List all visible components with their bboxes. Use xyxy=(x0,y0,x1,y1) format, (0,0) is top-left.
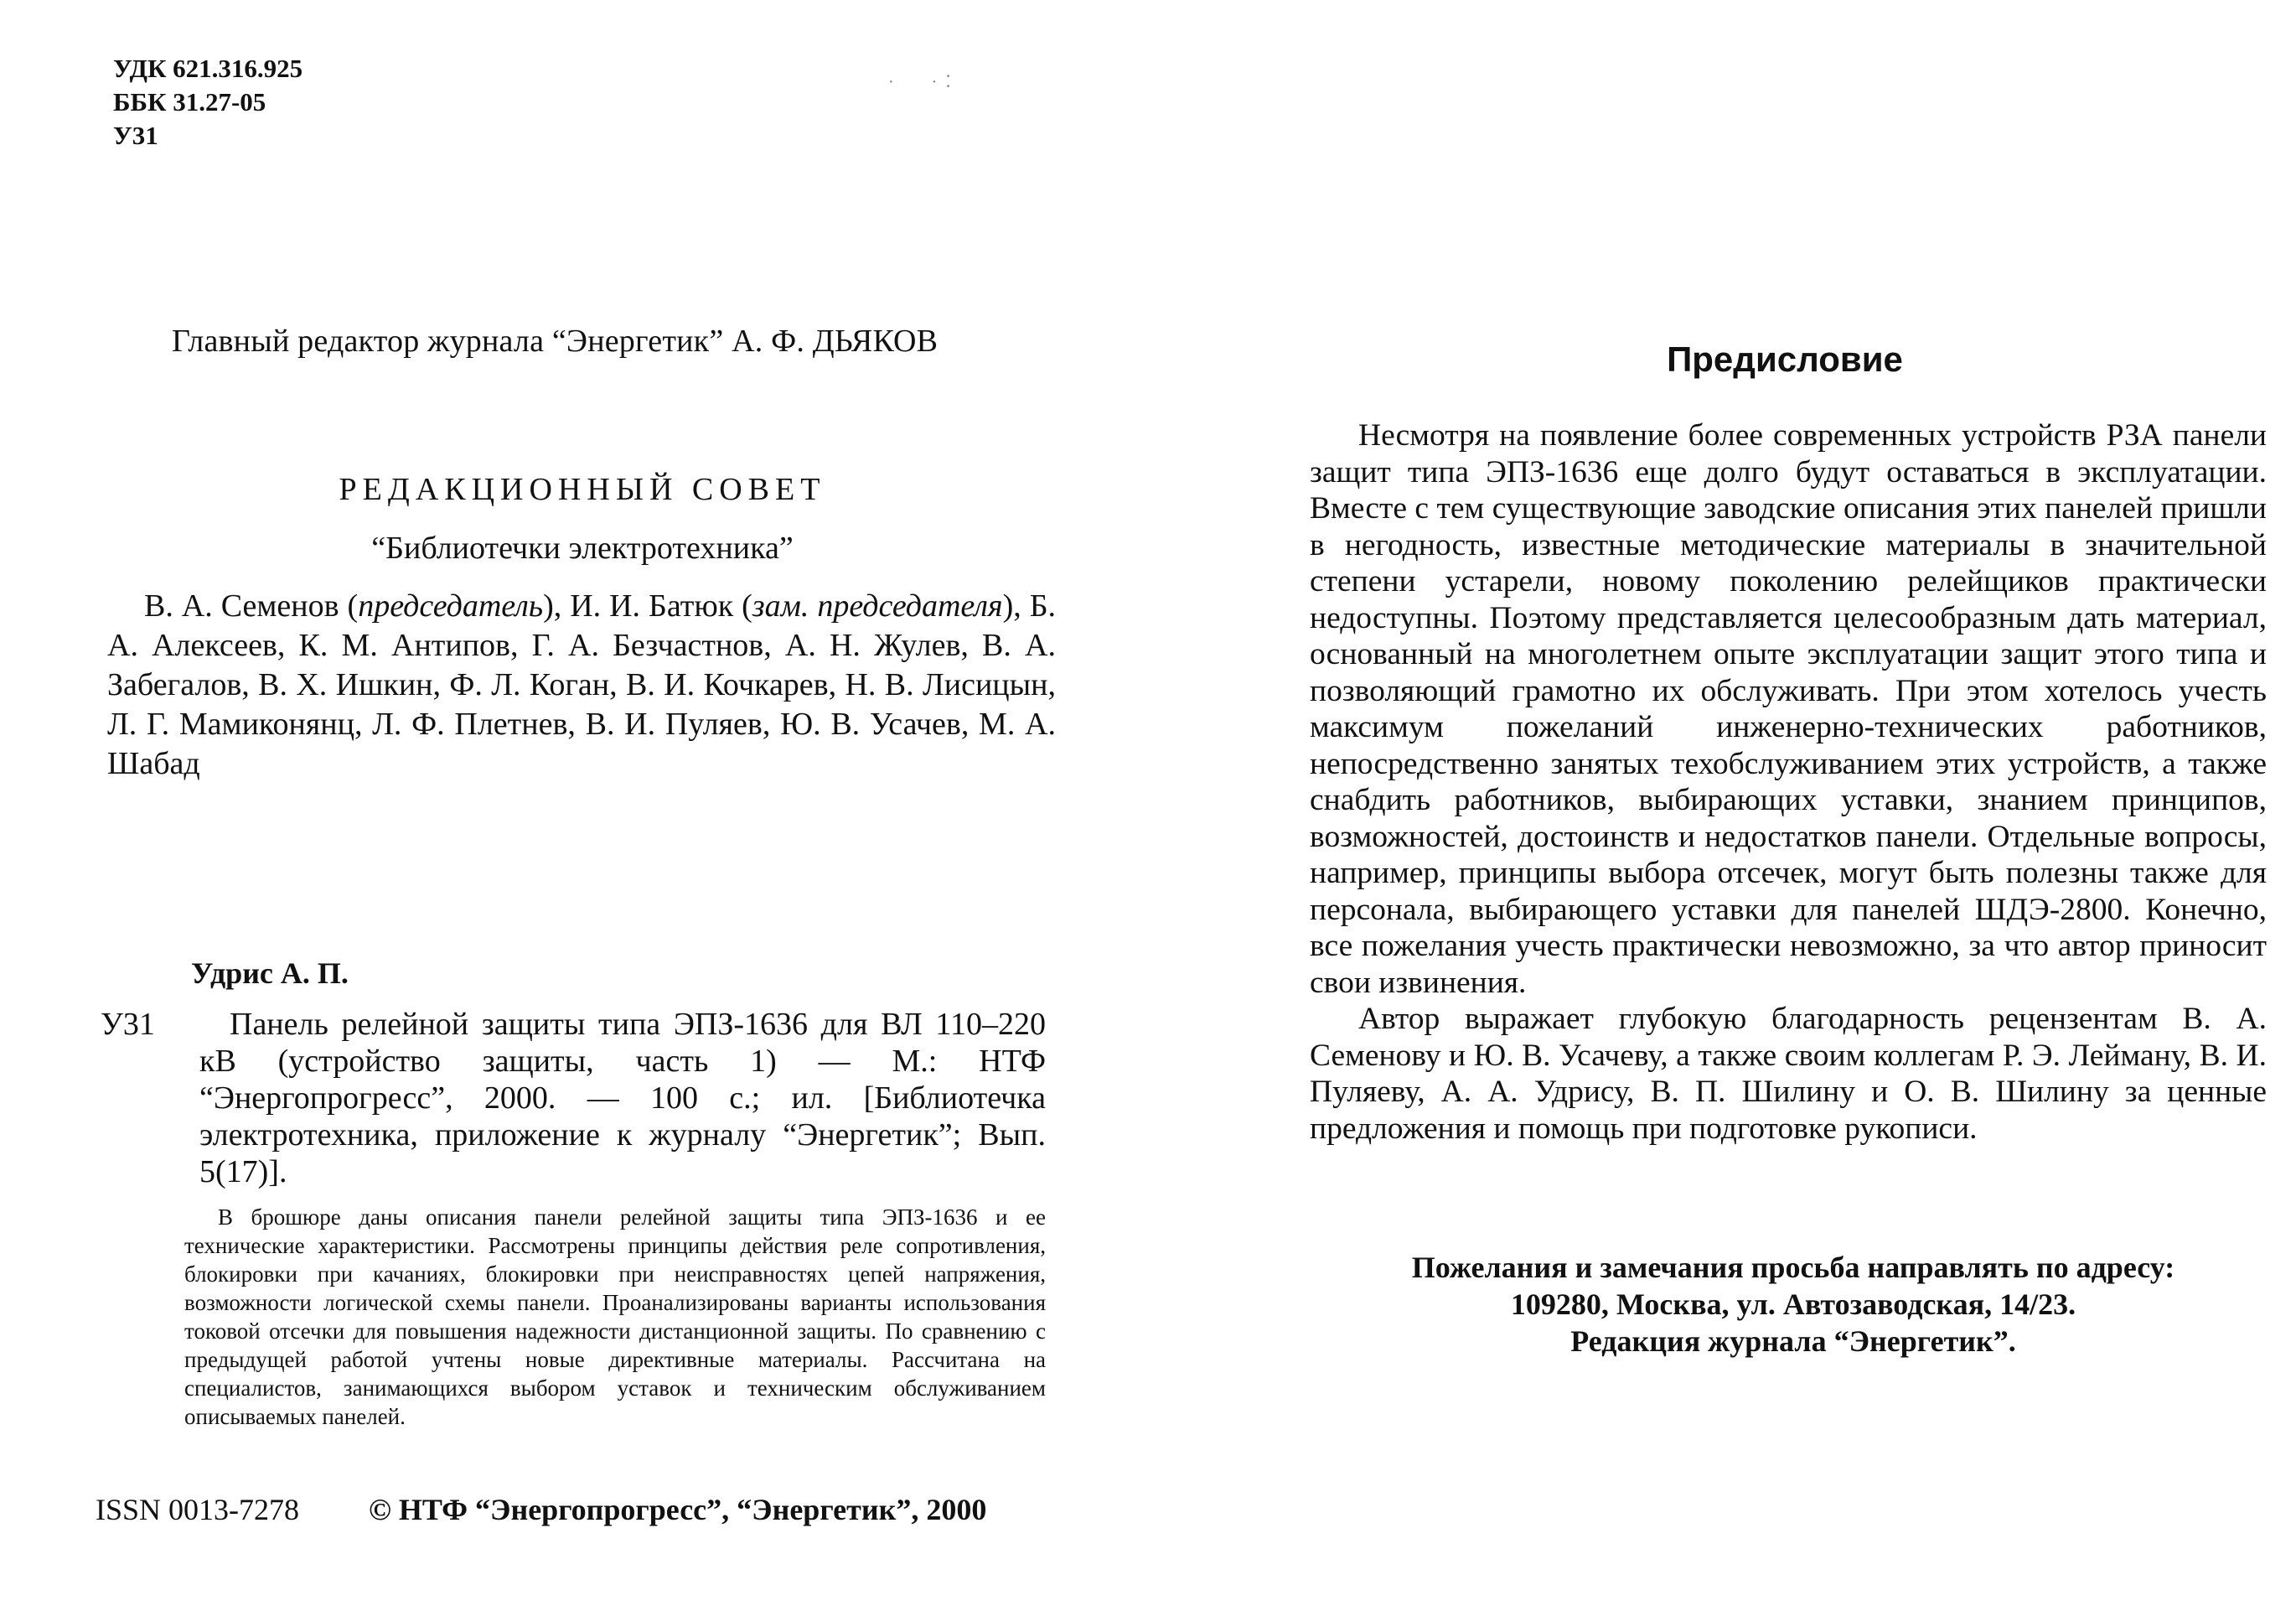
scan-noise: · · ⁚ xyxy=(888,73,951,91)
contact-line-editorial: Редакция журнала “Энергетик”. xyxy=(1570,1324,2016,1358)
catalog-code: У31 xyxy=(101,1007,155,1042)
contact-line-request: Пожелания и замечания просьба направлять по адресу: xyxy=(1411,1251,2175,1284)
editor-line: Главный редактор журнала “Энергетик” А. Ф. ДЬЯКОВ xyxy=(172,324,939,359)
annotation: В брошюре даны описания панели релейной защиты типа ЭПЗ-1636 и ее технические характеристики. Рассмотрены принципы действия реле сопротивления, блокировки при качаниях, блокировки при неисправностях цепей напряжения, возможности логической схемы панели. Проанализированы варианты использования токовой отсечки для повышения надежности дистанционной защиты. По сравнению с предыдущей работой учтены новые директивные материалы. Рассчитана на специалистов, занимающихся выбором уставок и техническим обслуживанием описываемых панелей. xyxy=(184,1204,1046,1429)
council-members: В. А. Семенов (председатель), И. И. Батюк (зам. председателя), Б. А. Алексеев, К. М. Антипов, Г. А. Безчастнов, А. Н. Жулев, В. А. Забегалов, В. Х. Ишкин, Ф. Л. Коган, В. И. Кочкарев, Н. В. Лисицын, Л. Г. Мамиконянц, Л. Ф. Плетнев, В. И. Пуляев, Ю. В. Усачев, М. А. Шабад xyxy=(107,588,1057,781)
chair-role: председатель xyxy=(358,588,544,624)
council-subtitle: “Библиотечки электротехника” xyxy=(371,531,794,566)
preface-title: Предисловие xyxy=(1667,339,1903,379)
vice-chair-name: И. И. Батюк xyxy=(570,588,734,624)
author-heading: Удрис А. П. xyxy=(191,956,349,990)
preface-paragraph: Автор выражает глубокую благодарность рецензентам В. А. Семенову и Ю. В. Усачеву, а также своим коллегам Р. Э. Лейману, В. И. Пуляеву, А. А. Удрису, В. П. Шилину и О. В. Шилину за ценные предложения и помощь при подготовке рукописи. xyxy=(1310,1002,2267,1146)
contact-block xyxy=(1307,1249,2279,1360)
member-list: Б. А. Алексеев, К. М. Антипов, Г. А. Безчастнов, А. Н. Жулев, В. А. Забегалов, В. Х. Ишкин, Ф. Л. Коган, В. И. Кочкарев, Н. В. Лисицын, Л. Г. Мамиконянц, Л. Ф. Плетнев, В. И. Пуляев, Ю. В. Усачев, М. А. Шабад xyxy=(107,588,1057,781)
udk-code: УДК 621.316.925 xyxy=(113,54,303,83)
vice-chair-role: зам. председателя xyxy=(752,588,1003,624)
bibliographic-entry: Панель релейной защиты типа ЭПЗ-1636 для ВЛ 110–220 кВ (устройство защиты, часть 1) — М.: НТФ “Энергопрогресс”, 2000. — 100 с.; ил. [Библиотечка электротехника, приложение к журналу “Энергетик”; Вып. 5(17)]. xyxy=(199,1007,1046,1189)
contact-line-address: 109280, Москва, ул. Автозаводская, 14/23. xyxy=(1510,1287,2076,1321)
preface-paragraph: Несмотря на появление более современных устройств РЗА панели защит типа ЭПЗ-1636 еще долго будут оставаться в эксплуатации. Вместе с тем существующие заводские описания этих панелей пришли в негодность, известные методические материалы в значительной степени устарели, новому поколению релейщиков практически недоступны. Поэтому представляется целесообразным дать материал, основанный на многолетнем опыте эксплуатации защит этого типа и позволяющий грамотно их обслуживать. При этом хотелось учесть максимум пожеланий инженерно-технических работников, непосредственно занятых техобслуживанием этих устройств, а также снабдить работников, выбирающих уставки, знанием принципов, возможностей, достоинств и недостатков панели. Отдельные вопросы, например, принципы выбора отсечек, могут быть полезны также для персонала, выбирающего уставки для панелей ШДЭ-2800. Конечно, все пожелания учесть практически невозможно, за что автор приносит свои извинения. xyxy=(1310,418,2267,1000)
classification-codes xyxy=(113,52,303,153)
preface-body xyxy=(1310,417,2267,1147)
chair-name: В. А. Семенов xyxy=(144,588,339,624)
issn: ISSN 0013-7278 xyxy=(96,1493,300,1526)
copyright: © НТФ “Энергопрогресс”, “Энергетик”, 2000 xyxy=(369,1493,987,1526)
council-title: РЕДАКЦИОННЫЙ СОВЕТ xyxy=(339,472,826,507)
bbk-code: ББК 31.27-05 xyxy=(113,87,266,117)
author-mark: У31 xyxy=(113,121,158,150)
